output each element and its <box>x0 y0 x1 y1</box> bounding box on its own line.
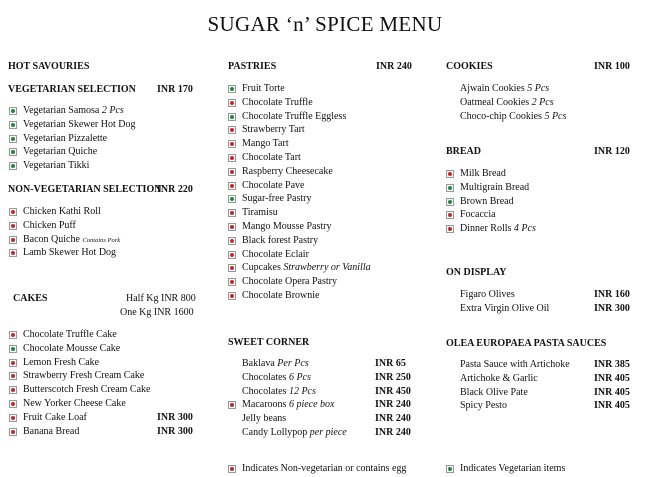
item-price: INR 450 <box>375 385 411 397</box>
item-name: Vegetarian Pizzalette <box>23 132 108 144</box>
nonveg-marker-icon <box>228 223 236 231</box>
item-name: Vegetarian Samosa <box>23 105 100 116</box>
nonveg-marker-icon <box>9 386 17 394</box>
item-name: Raspberry Cheesecake <box>242 165 333 177</box>
item-note: 5 Pcs <box>544 110 567 122</box>
nonveg-selection-heading: NON-VEGETARIAN SELECTION <box>8 184 162 195</box>
bread-price: INR 120 <box>594 146 630 157</box>
item-name: Chocolate Brownie <box>242 290 320 301</box>
item-name: Spicy Pesto <box>460 400 507 412</box>
item-name: Artichoke & Garlic <box>460 372 538 384</box>
nonveg-marker-icon <box>9 249 17 257</box>
pastry-item <box>242 179 304 193</box>
item-price: INR 160 <box>594 289 630 300</box>
cake-item <box>23 397 126 411</box>
nonveg-marker-icon <box>228 251 236 259</box>
pastry-item <box>242 220 331 234</box>
nonveg-marker-icon <box>228 140 236 148</box>
nonveg-item <box>23 205 101 219</box>
nonveg-marker-icon <box>9 372 17 380</box>
nonveg-marker-icon <box>9 428 17 436</box>
cookie-item <box>460 110 566 124</box>
item-name: Vegetarian Quiche <box>23 146 98 158</box>
sweet-item <box>242 371 311 385</box>
item-name: Milk Bread <box>460 168 506 179</box>
nonveg-marker-icon <box>9 208 17 216</box>
legend-nonveg <box>242 462 406 476</box>
cookie-item <box>460 82 549 96</box>
on-display-heading: ON DISPLAY <box>446 267 507 278</box>
item-name: Macaroons <box>242 399 287 411</box>
pasta-sauces-heading: OLEA EUROPAEA PASTA SAUCES <box>446 338 607 349</box>
item-name: Chocolate Opera Pastry <box>242 276 337 288</box>
item-note: 12 Pcs <box>288 385 316 397</box>
item-note: Per Pcs <box>277 358 309 369</box>
veg-marker-icon <box>9 345 17 353</box>
bread-item <box>460 167 506 181</box>
item-name: Strawberry Fresh Cream Cake <box>23 370 145 382</box>
item-name: Bacon Quiche <box>23 233 80 245</box>
veg-marker-icon <box>228 85 236 93</box>
sauce-item <box>460 358 570 372</box>
display-item <box>460 302 549 316</box>
nonveg-marker-icon <box>9 359 17 367</box>
item-note: Contains Pork <box>82 236 121 244</box>
veg-marker-icon <box>446 465 454 473</box>
item-name: Vegetarian Skewer Hot Dog <box>23 118 136 130</box>
nonveg-item <box>23 233 120 247</box>
sweet-item <box>242 426 347 440</box>
veg-marker-icon <box>446 198 454 206</box>
item-price: INR 300 <box>157 425 193 437</box>
legend-nonveg-text: Indicates Non-vegetarian or contains egg <box>242 463 407 474</box>
item-name: Jelly beans <box>242 413 287 425</box>
sauce-item <box>460 399 507 413</box>
pastry-item <box>242 123 305 137</box>
item-price: INR 250 <box>375 371 411 383</box>
nonveg-marker-icon <box>446 225 454 233</box>
nonveg-marker-icon <box>228 99 236 107</box>
bread-heading: BREAD <box>446 146 482 157</box>
bread-item <box>460 195 514 209</box>
item-name: Extra Virgin Olive Oil <box>460 302 550 314</box>
bread-item <box>460 181 529 195</box>
pastry-item <box>242 289 319 303</box>
sweet-item <box>242 357 309 371</box>
nonveg-marker-icon <box>9 414 17 422</box>
pastries-price: INR 240 <box>376 61 412 72</box>
item-name: Baklava <box>242 358 275 369</box>
nonveg-selection-price: INR 220 <box>157 184 193 195</box>
nonveg-marker-icon <box>228 264 236 272</box>
item-note: 4 Pcs <box>513 223 536 235</box>
item-name: Chicken Kathi Roll <box>23 206 101 217</box>
item-note: 6 Pcs <box>288 371 311 383</box>
cookies-price: INR 100 <box>594 61 630 72</box>
item-name: Cupcakes <box>242 262 281 274</box>
nonveg-marker-icon <box>9 331 17 339</box>
item-name: Chocolate Truffle Eggless <box>242 110 347 122</box>
item-name: Sugar-free Pastry <box>242 193 312 205</box>
nonveg-marker-icon <box>446 211 454 219</box>
item-name: Banana Bread <box>23 425 80 437</box>
cookies-heading: COOKIES <box>446 61 493 72</box>
pastry-item <box>242 192 312 206</box>
veg-item <box>23 159 89 173</box>
item-price: INR 405 <box>594 400 630 412</box>
item-note: 5 Pcs <box>527 83 550 94</box>
item-name: Chicken Puff <box>23 219 76 231</box>
nonveg-item <box>23 219 76 233</box>
item-name: Chocolates <box>242 385 287 397</box>
cake-item <box>23 369 144 383</box>
item-name: Vegetarian Tikki <box>23 160 90 172</box>
pastry-item <box>242 151 301 165</box>
item-name: Black forest Pastry <box>242 234 319 246</box>
item-name: Lamb Skewer Hot Dog <box>23 247 117 259</box>
item-price: INR 240 <box>375 399 411 411</box>
cakes-heading: CAKES <box>13 293 48 304</box>
item-note: Strawberry or Vanilla <box>283 262 371 274</box>
item-price: INR 65 <box>375 358 406 369</box>
item-note: per piece <box>309 427 347 438</box>
veg-item <box>23 104 124 118</box>
cookie-item <box>460 96 554 110</box>
nonveg-marker-icon <box>9 236 17 244</box>
item-name: Mango Tart <box>242 138 289 150</box>
cake-item <box>23 328 117 342</box>
nonveg-marker-icon <box>228 209 236 217</box>
pastries-heading: PASTRIES <box>228 61 277 72</box>
item-price: INR 240 <box>375 427 411 438</box>
item-name: Multigrain Bread <box>460 181 530 193</box>
veg-item <box>23 118 135 132</box>
nonveg-marker-icon <box>9 400 17 408</box>
menu-title: SUGAR ‘n’ SPICE MENU <box>207 12 443 36</box>
cake-item <box>23 342 120 356</box>
item-name: New Yorker Cheese Cake <box>23 398 126 409</box>
veg-item <box>23 132 107 146</box>
item-name: Brown Bread <box>460 195 514 207</box>
pastry-item <box>242 275 337 289</box>
hot-savouries-heading: HOT SAVOURIES <box>8 61 90 72</box>
pastry-item <box>242 82 285 96</box>
item-price: INR 300 <box>594 302 630 314</box>
bread-item <box>460 208 496 222</box>
item-name: Tiramisu <box>242 207 278 219</box>
sweet-item <box>242 412 286 426</box>
cake-item <box>23 383 150 397</box>
item-name: Chocolates <box>242 371 287 383</box>
sauce-item <box>460 372 538 386</box>
veg-marker-icon <box>9 148 17 156</box>
item-name: Chocolate Eclair <box>242 248 309 260</box>
display-item <box>460 288 515 302</box>
veg-marker-icon <box>9 121 17 129</box>
item-name: Strawberry Tart <box>242 124 305 136</box>
nonveg-marker-icon <box>228 168 236 176</box>
pastry-item <box>242 206 278 220</box>
item-name: Choco-chip Cookies <box>460 110 542 122</box>
pastry-item <box>242 96 313 110</box>
veg-marker-icon <box>9 162 17 170</box>
cakes-price-half: Half Kg INR 800 <box>126 293 196 304</box>
veg-selection-heading: VEGETARIAN SELECTION <box>8 84 136 95</box>
item-name: Focaccia <box>460 209 496 221</box>
pastry-item <box>242 234 318 248</box>
nonveg-item <box>23 246 116 260</box>
item-note: 6 piece box <box>288 399 335 411</box>
item-name: Pasta Sauce with Artichoke <box>460 359 570 370</box>
item-name: Fruit Torte <box>242 83 285 94</box>
item-name: Lemon Fresh Cake <box>23 356 100 368</box>
nonveg-marker-icon <box>228 292 236 300</box>
sauce-item <box>460 386 528 400</box>
nonveg-marker-icon <box>446 170 454 178</box>
veg-item <box>23 145 97 159</box>
pastry-item <box>242 165 333 179</box>
item-name: Chocolate Mousse Cake <box>23 342 121 354</box>
pastry-item <box>242 137 289 151</box>
veg-marker-icon <box>228 113 236 121</box>
nonveg-marker-icon <box>228 401 236 409</box>
cakes-price-one: One Kg INR 1600 <box>120 307 194 318</box>
item-name: Chocolate Truffle Cake <box>23 329 117 340</box>
item-price: INR 240 <box>375 413 411 425</box>
item-name: Dinner Rolls <box>460 223 512 235</box>
item-name: Chocolate Tart <box>242 152 301 163</box>
nonveg-marker-icon <box>228 126 236 134</box>
item-price: INR 385 <box>594 359 630 370</box>
item-name: Chocolate Pave <box>242 179 305 191</box>
item-name: Butterscotch Fresh Cream Cake <box>23 384 151 396</box>
item-name: Black Olive Pate <box>460 386 528 398</box>
sweet-item <box>242 385 316 399</box>
veg-marker-icon <box>446 184 454 192</box>
cake-item <box>23 425 79 439</box>
item-price: INR 300 <box>157 411 193 423</box>
nonveg-marker-icon <box>228 278 236 286</box>
item-name: Figaro Olives <box>460 289 515 300</box>
legend-veg-text: Indicates Vegetarian items <box>460 463 566 474</box>
item-name: Chocolate Truffle <box>242 96 313 108</box>
bread-item <box>460 222 536 236</box>
veg-marker-icon <box>9 135 17 143</box>
sweet-item <box>242 398 334 412</box>
pastry-item <box>242 261 371 275</box>
item-note: 2 Pcs <box>101 105 124 116</box>
item-price: INR 405 <box>594 372 630 384</box>
nonveg-marker-icon <box>228 154 236 162</box>
item-note: 2 Pcs <box>531 96 554 108</box>
veg-selection-price: INR 170 <box>157 84 193 95</box>
item-name: Ajwain Cookies <box>460 83 525 94</box>
nonveg-marker-icon <box>228 182 236 190</box>
pastry-item <box>242 110 346 124</box>
legend-veg <box>460 462 565 476</box>
veg-marker-icon <box>228 195 236 203</box>
nonveg-marker-icon <box>9 222 17 230</box>
item-name: Mango Mousse Pastry <box>242 221 332 232</box>
pastry-item <box>242 248 309 262</box>
cake-item <box>23 411 87 425</box>
item-name: Fruit Cake Loaf <box>23 411 87 423</box>
sweet-corner-heading: SWEET CORNER <box>228 337 310 348</box>
nonveg-marker-icon <box>228 237 236 245</box>
item-name: Oatmeal Cookies <box>460 96 530 108</box>
nonveg-marker-icon <box>228 465 236 473</box>
item-price: INR 405 <box>594 386 630 398</box>
cake-item <box>23 356 99 370</box>
veg-marker-icon <box>9 107 17 115</box>
item-name: Candy Lollypop <box>242 427 308 438</box>
